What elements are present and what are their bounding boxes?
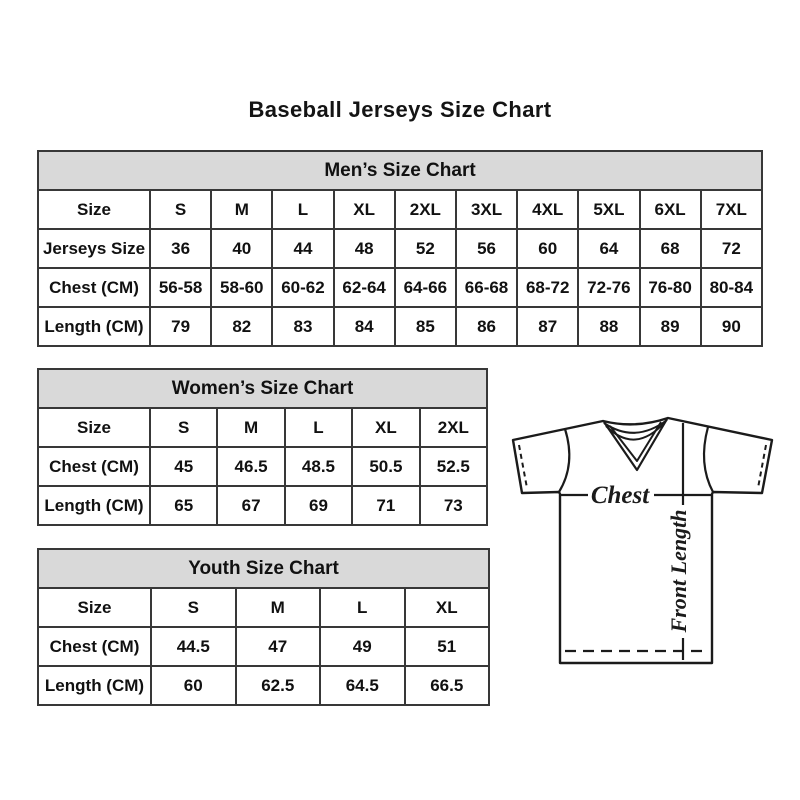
jersey-diagram (505, 408, 783, 680)
row-label: Length (CM) (38, 666, 151, 705)
table-header-row (38, 549, 489, 588)
value-cell: 2XL (420, 408, 487, 447)
front-length-label: Front Length (666, 509, 691, 633)
table-header-row (38, 369, 487, 408)
table-row (38, 486, 487, 525)
value-cell: 36 (150, 229, 211, 268)
value-cell: XL (405, 588, 490, 627)
row-label: Chest (CM) (38, 627, 151, 666)
value-cell: 86 (456, 307, 517, 346)
value-cell: 67 (217, 486, 284, 525)
page-title: Baseball Jerseys Size Chart (248, 97, 552, 122)
table-row (38, 408, 487, 447)
value-cell: 50.5 (352, 447, 419, 486)
value-cell: 79 (150, 307, 211, 346)
value-cell: L (285, 408, 352, 447)
value-cell: 60-62 (272, 268, 333, 307)
youth-size-table (37, 548, 490, 706)
value-cell: 80-84 (701, 268, 762, 307)
jersey-outline-shape (513, 418, 772, 663)
value-cell: 68-72 (517, 268, 578, 307)
value-cell: 85 (395, 307, 456, 346)
value-cell: 60 (517, 229, 578, 268)
value-cell: 66.5 (405, 666, 490, 705)
value-cell: 62.5 (236, 666, 321, 705)
value-cell: 71 (352, 486, 419, 525)
table-row (38, 666, 489, 705)
value-cell: 3XL (456, 190, 517, 229)
value-cell: 7XL (701, 190, 762, 229)
value-cell: 76-80 (640, 268, 701, 307)
value-cell: 87 (517, 307, 578, 346)
value-cell: S (151, 588, 236, 627)
value-cell: 46.5 (217, 447, 284, 486)
value-cell: 72 (701, 229, 762, 268)
table-row (38, 268, 762, 307)
table-row (38, 447, 487, 486)
value-cell: M (236, 588, 321, 627)
value-cell: 45 (150, 447, 217, 486)
table-header-row (38, 151, 762, 190)
value-cell: 44 (272, 229, 333, 268)
value-cell: XL (334, 190, 395, 229)
row-label: Jerseys Size (38, 229, 150, 268)
value-cell: 64 (578, 229, 639, 268)
table-row (38, 588, 489, 627)
value-cell: 48 (334, 229, 395, 268)
value-cell: 51 (405, 627, 490, 666)
value-cell: M (217, 408, 284, 447)
youth-table-title: Youth Size Chart (38, 549, 489, 588)
table-row (38, 627, 489, 666)
value-cell: 90 (701, 307, 762, 346)
row-label: Chest (CM) (38, 268, 150, 307)
value-cell: 83 (272, 307, 333, 346)
value-cell: 72-76 (578, 268, 639, 307)
value-cell: S (150, 190, 211, 229)
table-row (38, 229, 762, 268)
value-cell: 52 (395, 229, 456, 268)
womens-table-title: Women’s Size Chart (38, 369, 487, 408)
mens-table-title: Men’s Size Chart (38, 151, 762, 190)
value-cell: 56-58 (150, 268, 211, 307)
value-cell: 5XL (578, 190, 639, 229)
value-cell: 68 (640, 229, 701, 268)
value-cell: 52.5 (420, 447, 487, 486)
value-cell: 65 (150, 486, 217, 525)
value-cell: 84 (334, 307, 395, 346)
value-cell: 69 (285, 486, 352, 525)
value-cell: 64-66 (395, 268, 456, 307)
value-cell: 66-68 (456, 268, 517, 307)
value-cell: L (272, 190, 333, 229)
value-cell: 56 (456, 229, 517, 268)
value-cell: 58-60 (211, 268, 272, 307)
table-row (38, 190, 762, 229)
value-cell: 88 (578, 307, 639, 346)
row-label: Size (38, 408, 150, 447)
table-row (38, 307, 762, 346)
value-cell: 2XL (395, 190, 456, 229)
value-cell: 89 (640, 307, 701, 346)
row-label: Chest (CM) (38, 447, 150, 486)
row-label: Length (CM) (38, 486, 150, 525)
value-cell: 48.5 (285, 447, 352, 486)
mens-size-table (37, 150, 763, 347)
value-cell: 47 (236, 627, 321, 666)
value-cell: 82 (211, 307, 272, 346)
value-cell: 60 (151, 666, 236, 705)
value-cell: 64.5 (320, 666, 405, 705)
row-label: Length (CM) (38, 307, 150, 346)
value-cell: M (211, 190, 272, 229)
value-cell: 6XL (640, 190, 701, 229)
value-cell: 4XL (517, 190, 578, 229)
chest-label: Chest (590, 482, 650, 509)
value-cell: 62-64 (334, 268, 395, 307)
value-cell: L (320, 588, 405, 627)
value-cell: 73 (420, 486, 487, 525)
value-cell: 40 (211, 229, 272, 268)
value-cell: 44.5 (151, 627, 236, 666)
value-cell: S (150, 408, 217, 447)
womens-size-table (37, 368, 488, 526)
value-cell: XL (352, 408, 419, 447)
value-cell: 49 (320, 627, 405, 666)
row-label: Size (38, 588, 151, 627)
row-label: Size (38, 190, 150, 229)
